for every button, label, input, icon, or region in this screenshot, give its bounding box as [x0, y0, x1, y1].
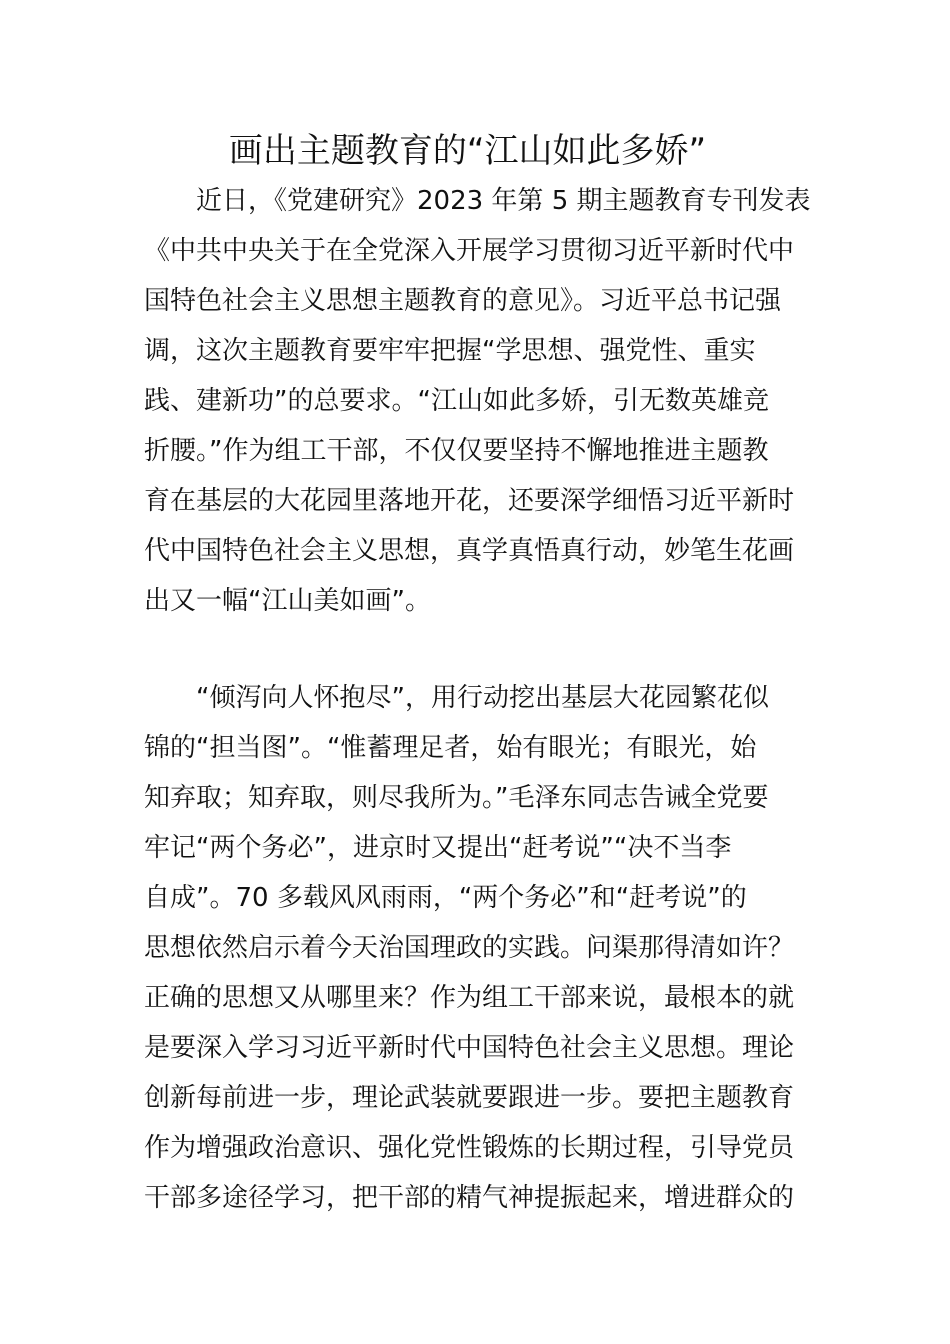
paragraph-line: 折腰。”作为组工干部，不仅仅要坚持不懈地推进主题教 — [144, 436, 769, 466]
paragraph-line: 锦的“担当图”。“惟蓄理足者，始有眼光；有眼光，始 — [144, 733, 757, 763]
paragraph-line: “倾泻向人怀抱尽”，用行动挖出基层大花园繁花似 — [196, 683, 769, 713]
paragraph-1 — [144, 176, 809, 626]
paragraph-line: 创新每前进一步，理论武装就要跟进一步。要把主题教育 — [144, 1083, 795, 1113]
paragraph-line: 干部多途径学习，把干部的精气神提振起来，增进群众的 — [144, 1183, 795, 1213]
paragraph-line: 牢记“两个务必”，进京时又提出“赶考说”“决不当李 — [144, 833, 732, 863]
paragraph-line: 调，这次主题教育要牢牢把握“学思想、强党性、重实 — [144, 336, 756, 366]
paragraph-line: 知弃取；知弃取，则尽我所为。”毛泽东同志告诫全党要 — [144, 783, 769, 813]
paragraph-line: 育在基层的大花园里落地开花，还要深学细悟习近平新时 — [144, 486, 795, 516]
document-title: 画出主题教育的“江山如此多娇” — [228, 131, 707, 171]
paragraph-line: 代中国特色社会主义思想，真学真悟真行动，妙笔生花画 — [144, 536, 795, 566]
paragraph-line: 国特色社会主义思想主题教育的意见》。习近平总书记强 — [144, 286, 782, 316]
paragraph-2 — [144, 673, 809, 1223]
paragraph-line: 出又一幅“江山美如画”。 — [144, 586, 431, 616]
paragraph-line: 作为增强政治意识、强化党性锻炼的长期过程，引导党员 — [144, 1133, 795, 1163]
paragraph-line: 是要深入学习习近平新时代中国特色社会主义思想。理论 — [144, 1033, 795, 1063]
paragraph-line: 自成”。70 多载风风雨雨，“两个务必”和“赶考说”的 — [144, 883, 747, 913]
paragraph-line: 《中共中央关于在全党深入开展学习贯彻习近平新时代中 — [144, 236, 795, 266]
paragraph-line: 正确的思想又从哪里来？作为组工干部来说，最根本的就 — [144, 983, 795, 1013]
paragraph-line: 践、建新功”的总要求。“江山如此多娇，引无数英雄竞 — [144, 386, 769, 416]
paragraph-line: 近日，《党建研究》2023 年第 5 期主题教育专刊发表 — [196, 186, 811, 216]
paragraph-line: 思想依然启示着今天治国理政的实践。问渠那得清如许？ — [144, 933, 795, 963]
